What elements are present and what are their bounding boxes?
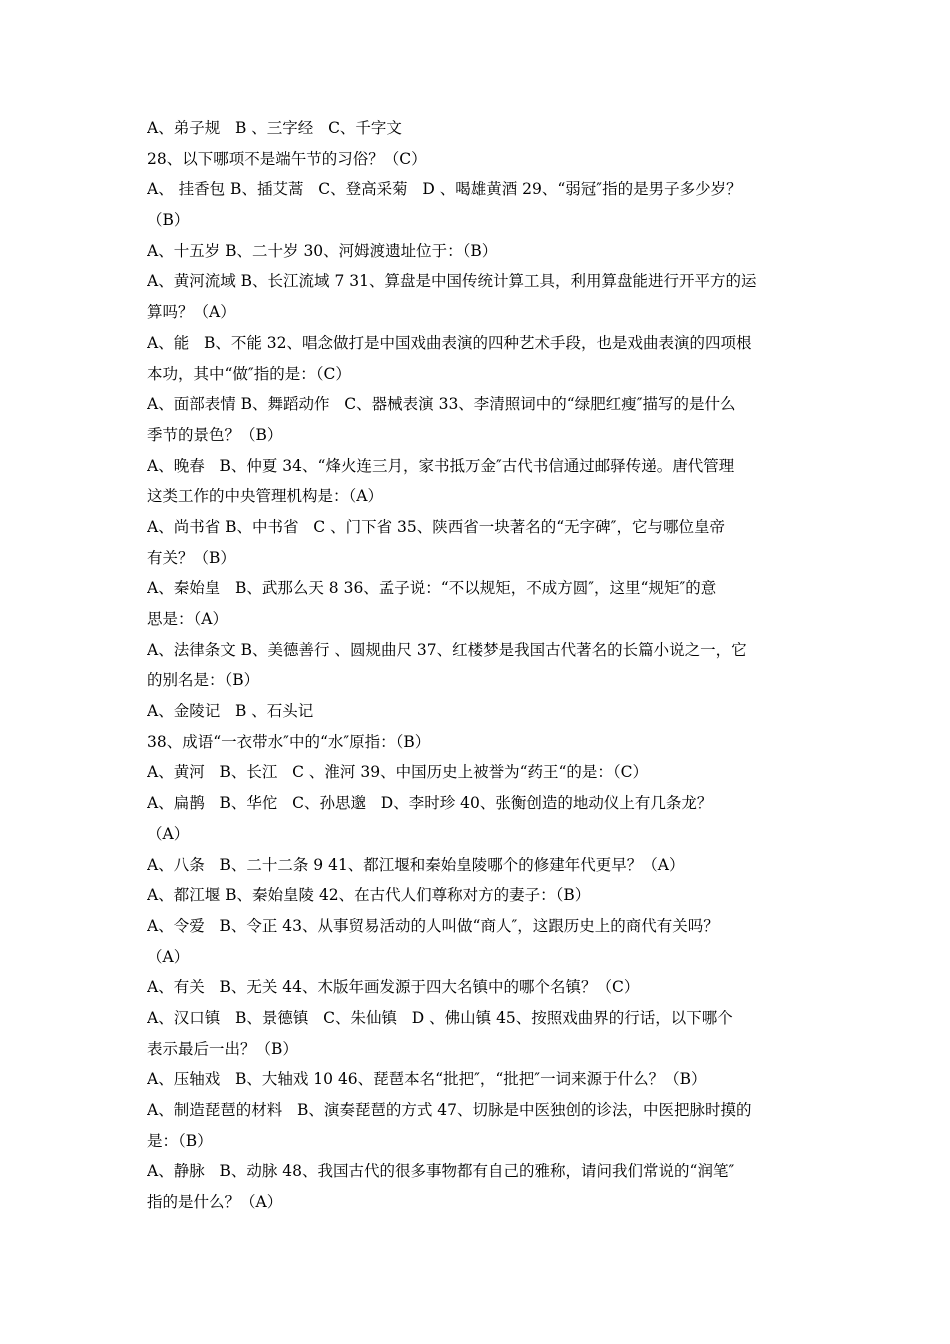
text-line: 算吗？（A） [147, 303, 236, 322]
text-line: 28、以下哪项不是端午节的习俗？（C） [147, 149, 427, 168]
text-line: 有关？（B） [147, 548, 236, 567]
text-line: A、扁鹊 B、华佗 C、孙思邈 D、李时珍 40、张衡创造的地动仪上有几条龙？ [147, 794, 713, 813]
text-line: A、八条 B、二十二条 9 41、都江堰和秦始皇陵哪个的修建年代更早？（A） [147, 855, 685, 874]
text-line: A、静脉 B、动脉 48、我国古代的很多事物都有自己的雅称，请问我们常说的“润笔″ [147, 1162, 735, 1181]
text-line: A、制造琵琶的材料 B、演奏琵琶的方式 47、切脉是中医独创的诊法，中医把脉时摸的 [147, 1101, 752, 1119]
text-line: A、十五岁 B、二十岁 30、河姆渡遗址位于：（B） [147, 241, 498, 260]
text-line: A、都江堰 B、秦始皇陵 42、在古代人们尊称对方的妻子：（B） [147, 886, 591, 905]
text-line: A、尚书省 B、中书省 C 、门下省 35、陕西省一块著名的“无字碑″，它与哪位皇帝 [147, 517, 725, 536]
text-line: A、秦始皇 B、武那么天 8 36、孟子说：“不以规矩，不成方圆″，这里“规矩″的意 [147, 579, 717, 598]
text-line: 是：（B） [147, 1131, 213, 1150]
text-line: 季节的景色？（B） [147, 425, 283, 444]
text-line: A、有关 B、无关 44、木版年画发源于四大名镇中的哪个名镇？（C） [147, 978, 640, 997]
text-line: 这类工作的中央管理机构是：（A） [147, 487, 383, 506]
text-line: A、 挂香包 B、插艾蒿 C、登高采菊 D 、喝雄黄酒 29、“弱冠″指的是男子多少岁？ [147, 180, 742, 199]
text-line: A、面部表情 B、舞蹈动作 C、器械表演 33、李清照词中的“绿肥红瘦″描写的是什么 [147, 395, 736, 414]
text-line: 指的是什么？（A） [147, 1193, 283, 1212]
text-line: A、黄河流域 B、长江流域 7 31、算盘是中国传统计算工具，利用算盘能进行开平方的运 [147, 272, 757, 291]
text-line: A、弟子规 B 、三字经 C、千字文 [147, 119, 402, 137]
text-line: A、令爱 B、令正 43、从事贸易活动的人叫做“商人″，这跟历史上的商代有关吗？ [147, 916, 719, 935]
text-line: （A） [147, 824, 190, 843]
text-line: （A） [147, 947, 190, 966]
quiz-text-body [147, 113, 815, 1218]
text-line: A、法律条文 B、美德善行 、圆规曲尺 37、红楼梦是我国古代著名的长篇小说之一，它 [147, 640, 747, 659]
text-line: A、汉口镇 B、景德镇 C、朱仙镇 D 、佛山镇 45、按照戏曲界的行话，以下哪个 [147, 1008, 733, 1027]
text-line: A、压轴戏 B、大轴戏 10 46、琵琶本名“批把″，“批把″一词来源于什么？（B） [147, 1070, 707, 1089]
text-line: 38、成语“一衣带水″中的“水″原指：（B） [147, 732, 431, 751]
text-line: 本功，其中“做″指的是：（C） [147, 364, 351, 383]
text-line: A、晚春 B、仲夏 34、“烽火连三月，家书抵万金″古代书信通过邮驿传递。唐代管理 [147, 456, 735, 475]
text-line: A、能 B、不能 32、唱念做打是中国戏曲表演的四种艺术手段，也是戏曲表演的四项根 [147, 333, 752, 352]
text-line: A、黄河 B、长江 C 、淮河 39、中国历史上被誉为“药王“的是：（C） [147, 763, 649, 782]
text-line: 表示最后一出？（B） [147, 1039, 298, 1058]
text-line: 思是：（A） [147, 610, 228, 628]
text-line: 的别名是：（B） [147, 671, 260, 690]
text-line: （B） [147, 211, 190, 230]
text-line: A、金陵记 B 、石头记 [147, 702, 314, 721]
